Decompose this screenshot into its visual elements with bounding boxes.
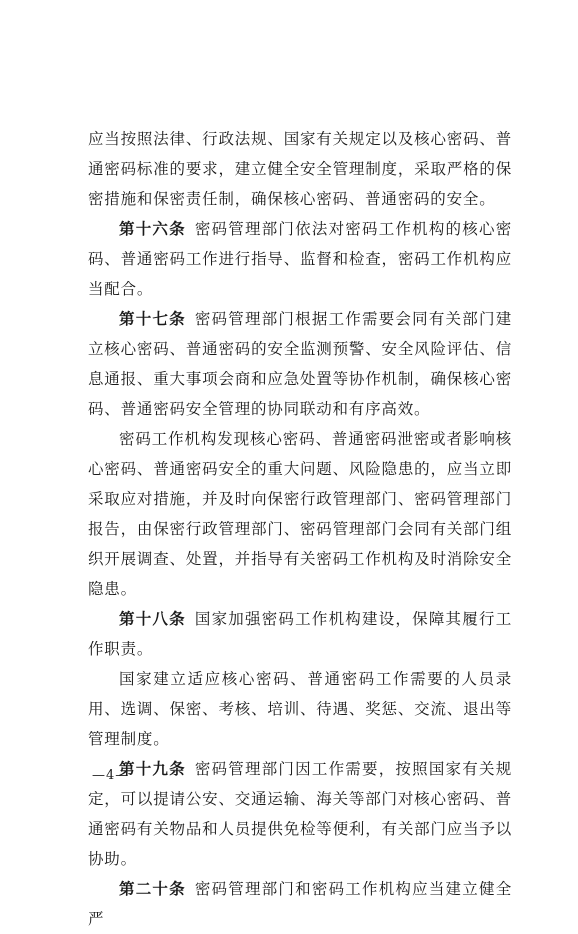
article-number: 第十九条 xyxy=(119,759,186,778)
article-paragraph xyxy=(88,214,512,304)
paragraph-text: 国家加强密码工作机构建设，保障其履行工作职责。 xyxy=(88,610,513,658)
article-number: 第十八条 xyxy=(119,609,186,628)
paragraph xyxy=(88,424,512,604)
paragraph-text: 密码管理部门根据工作需要会同有关部门建立核心密码、普通密码的安全监测预警、安全风险评估、信息通报、重大事项会商和应急处置等协作机制，确保核心密码、普通密码安全管理的协同联动和有序高效。 xyxy=(88,310,513,418)
paragraph-text: 国家建立适应核心密码、普通密码工作需要的人员录用、选调、保密、考核、培训、待遇、奖惩、交流、退出等管理制度。 xyxy=(88,670,512,748)
article-paragraph xyxy=(88,754,512,874)
article-number: 第十六条 xyxy=(119,219,186,238)
article-paragraph xyxy=(88,304,512,424)
article-paragraph xyxy=(88,874,512,934)
paragraph-text: 密码管理部门和密码工作机构应当建立健全严 xyxy=(88,880,513,928)
page-number: —4— xyxy=(92,768,130,783)
paragraph-text: 密码管理部门因工作需要，按照国家有关规定，可以提请公安、交通运输、海关等部门对核心密码、普通密码有关物品和人员提供免检等便利，有关部门应当予以协助。 xyxy=(88,760,513,868)
paragraph xyxy=(88,124,512,214)
document-body xyxy=(88,124,512,934)
paragraph-text: 密码工作机构发现核心密码、普通密码泄密或者影响核心密码、普通密码安全的重大问题、风险隐患的，应当立即采取应对措施，并及时向保密行政管理部门、密码管理部门报告，由保密行政管理部门、密码管理部门会同有关部门组织开展调查、处置，并指导有关密码工作机构及时消除安全隐患。 xyxy=(88,430,512,598)
article-number: 第十七条 xyxy=(119,309,186,328)
paragraph-text: 密码管理部门依法对密码工作机构的核心密码、普通密码工作进行指导、监督和检查，密码工作机构应当配合。 xyxy=(88,220,513,298)
article-number: 第二十条 xyxy=(119,879,186,898)
paragraph xyxy=(88,664,512,754)
paragraph-text: 应当按照法律、行政法规、国家有关规定以及核心密码、普通密码标准的要求，建立健全安全管理制度，采取严格的保密措施和保密责任制，确保核心密码、普通密码的安全。 xyxy=(88,130,512,208)
article-paragraph xyxy=(88,604,512,664)
